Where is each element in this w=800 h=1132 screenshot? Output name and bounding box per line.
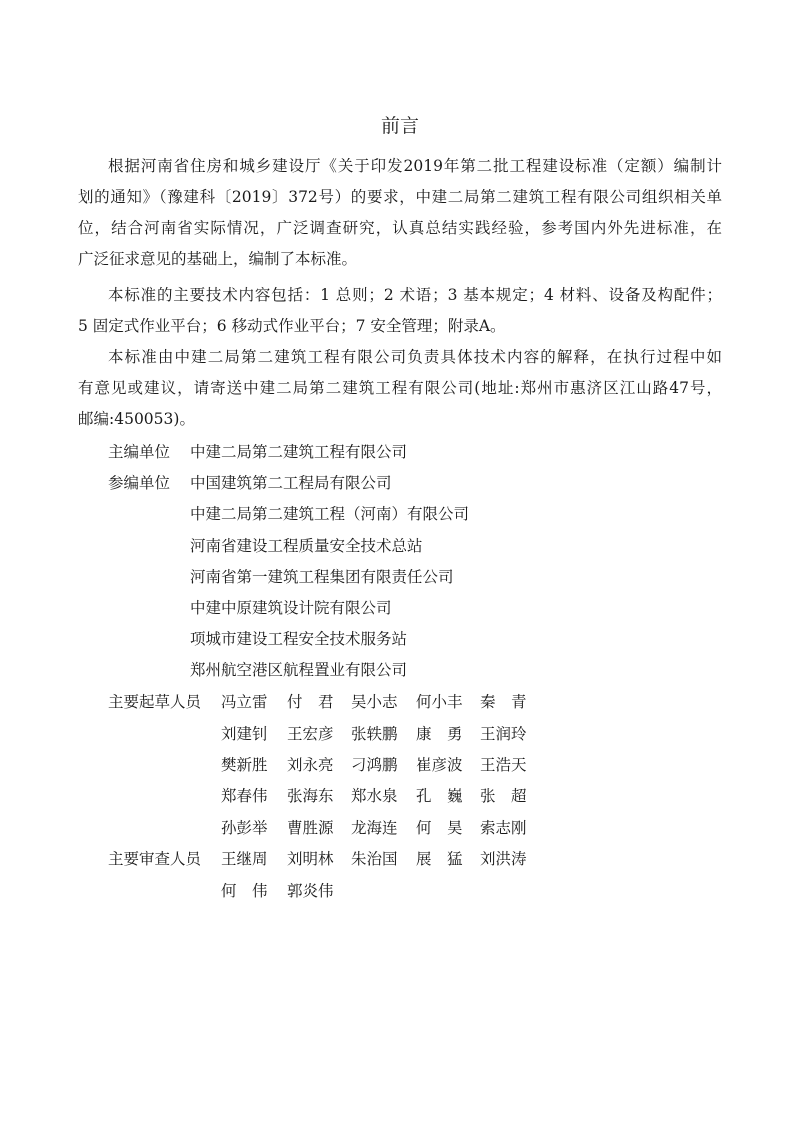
drafter-name: 王浩天	[480, 756, 527, 774]
drafter-name: 孙彭举	[221, 819, 268, 837]
paragraph-line: 有意见或建议，请寄送中建二局第二建筑工程有限公司(地址:郑州市惠济区江山路47号，	[78, 379, 722, 397]
reviewer-name: 刘洪涛	[480, 850, 527, 868]
drafter-name: 孔 巍	[416, 787, 463, 805]
drafter-name: 索志刚	[480, 819, 527, 837]
participating-unit: 郑州航空港区航程置业有限公司	[190, 661, 408, 679]
paragraph-line: 划的通知》（豫建科〔2019〕372号）的要求，中建二局第二建筑工程有限公司组织相关单	[78, 188, 722, 206]
drafter-name: 付 君	[287, 693, 334, 711]
drafter-name: 刘建钊	[221, 725, 268, 743]
participating-units-label: 参编单位	[108, 474, 171, 492]
drafter-name: 王宏彦	[287, 725, 334, 743]
reviewer-name: 何 伟	[221, 882, 268, 900]
paragraph-line: 邮编:450053)。	[78, 410, 195, 428]
participating-unit: 中建二局第二建筑工程（河南）有限公司	[190, 505, 470, 523]
reviewer-name: 王继周	[221, 850, 268, 868]
participating-unit: 河南省第一建筑工程集团有限责任公司	[190, 568, 454, 586]
drafter-name: 秦 青	[480, 693, 527, 711]
participating-unit: 河南省建设工程质量安全技术总站	[190, 537, 423, 555]
participating-unit: 中国建筑第二工程局有限公司	[190, 474, 392, 492]
drafter-name: 郑水泉	[351, 787, 398, 805]
drafter-name: 何小丰	[416, 693, 463, 711]
drafter-name: 吴小志	[351, 693, 398, 711]
reviewers-label: 主要审查人员	[108, 850, 202, 868]
page-title: 前言	[380, 115, 419, 137]
drafter-name: 何 昊	[416, 819, 463, 837]
drafter-name: 张 超	[480, 787, 527, 805]
drafter-name: 冯立雷	[221, 693, 268, 711]
drafter-name: 刁鸿鹏	[351, 756, 398, 774]
chief-unit-value: 中建二局第二建筑工程有限公司	[190, 443, 408, 461]
drafter-name: 曹胜源	[287, 819, 334, 837]
drafter-name: 王润玲	[480, 725, 527, 743]
drafter-name: 张轶鹏	[351, 725, 398, 743]
drafter-name: 崔彦波	[416, 756, 463, 774]
chief-unit-label: 主编单位	[108, 443, 171, 461]
drafter-name: 张海东	[287, 787, 334, 805]
participating-unit: 中建中原建筑设计院有限公司	[190, 599, 392, 617]
reviewer-name: 郭炎伟	[287, 882, 334, 900]
drafter-name: 郑春伟	[221, 787, 268, 805]
participating-unit: 项城市建设工程安全技术服务站	[190, 630, 408, 648]
reviewer-name: 刘明林	[287, 850, 334, 868]
paragraph-line: 位，结合河南省实际情况，广泛调查研究，认真总结实践经验，参考国内外先进标准，在	[78, 219, 722, 237]
paragraph-line: 根据河南省住房和城乡建设厅《关于印发2019年第二批工程建设标准（定额）编制计	[108, 157, 722, 175]
paragraph-line: 本标准由中建二局第二建筑工程有限公司负责具体技术内容的解释，在执行过程中如	[108, 348, 722, 366]
drafter-name: 龙海连	[351, 819, 398, 837]
paragraph-line: 本标准的主要技术内容包括：1 总则；2 术语；3 基本规定；4 材料、设备及构配件；	[108, 286, 722, 304]
drafter-name: 刘永亮	[287, 756, 334, 774]
drafter-name: 康 勇	[416, 725, 463, 743]
drafters-label: 主要起草人员	[108, 693, 202, 711]
reviewer-name: 朱治国	[351, 850, 398, 868]
drafter-name: 樊新胜	[221, 756, 268, 774]
paragraph-line: 广泛征求意见的基础上，编制了本标准。	[78, 250, 358, 268]
paragraph-line: 5 固定式作业平台；6 移动式作业平台；7 安全管理；附录A。	[78, 317, 506, 335]
reviewer-name: 展 猛	[416, 850, 463, 868]
